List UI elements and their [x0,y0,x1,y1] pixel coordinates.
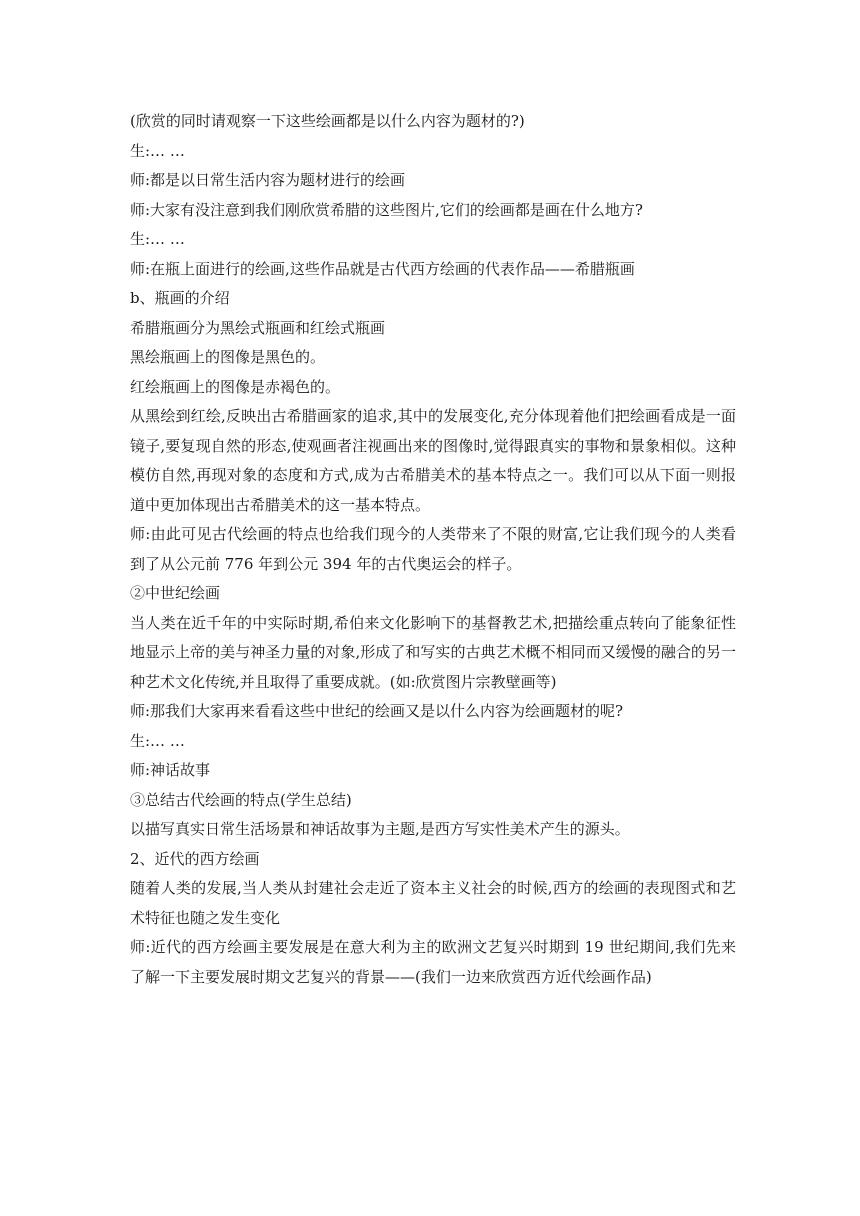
paragraph: 师:在瓶上面进行的绘画,这些作品就是古代西方绘画的代表作品——希腊瓶画 [130,259,635,278]
paragraph: 师:大家有没注意到我们刚欣赏希腊的这些图片,它们的绘画都是画在什么地方? [130,200,643,219]
section-heading: 2、近代的西方绘画 [130,849,260,868]
paragraph: 从黑绘到红绘,反映出古希腊画家的追求,其中的发展变化,充分体现着他们把绘画看成是一面镜子,要复现自然的形态,使观画者注视画出来的图像时,觉得跟真实的事物和景象相似。这种模仿自然,再现对象的态度和方式,成为古希腊美术的基本特点之一。我们可以从下面一则报道中更加体现出古希腊美术的这一基本特点。 [130,407,736,514]
paragraph: (欣赏的同时请观察一下这些绘画都是以什么内容为题材的?) [130,112,525,130]
paragraph: 红绘瓶画上的图像是赤褐色的。 [130,377,341,396]
paragraph: 师:那我们大家再来看看这些中世纪的绘画又是以什么内容为绘画题材的呢? [130,702,624,720]
paragraph: 希腊瓶画分为黑绘式瓶画和红绘式瓶画 [130,318,386,337]
paragraph: 师:由此可见古代绘画的特点也给我们现今的人类带来了不限的财富,它让我们现今的人类看到了从公元前 776 年到公元 394 年的古代奥运会的样子。 [130,525,736,573]
paragraph: 师:近代的西方绘画主要发展是在意大利为主的欧洲文艺复兴时期到 19 世纪期间,我们先来了解一下主要发展时期文艺复兴的背景——(我们一边来欣赏西方近代绘画作品) [130,938,736,986]
paragraph: 随着人类的发展,当人类从封建社会走近了资本主义社会的时候,西方的绘画的表现图式和艺术特征也随之发生变化 [130,879,736,927]
paragraph: 师:都是以日常生活内容为题材进行的绘画 [130,171,406,189]
paragraph: 生:… … [130,230,185,248]
paragraph: 当人类在近千年的中实际时期,希伯来文化影响下的基督教艺术,把描绘重点转向了能象征性地显示上帝的美与神圣力量的对象,形成了和写实的古典艺术概不相同而又缓慢的融合的另一种艺术文化传统,并且取得了重要成就。(如:欣赏图片宗教壁画等) [130,613,736,691]
section-heading: ②中世纪绘画 [130,584,221,602]
paragraph: 生:… … [130,731,185,750]
paragraph: 以描写真实日常生活场景和神话故事为主题,是西方写实性美术产生的源头。 [130,820,630,838]
section-heading: b、瓶画的介绍 [130,289,230,307]
document-page [130,107,736,992]
paragraph: 生:… … [130,141,185,160]
paragraph: 师:神话故事 [130,761,211,779]
section-heading: ③总结古代绘画的特点(学生总结) [130,790,352,809]
paragraph: 黑绘瓶画上的图像是黑色的。 [130,348,326,366]
